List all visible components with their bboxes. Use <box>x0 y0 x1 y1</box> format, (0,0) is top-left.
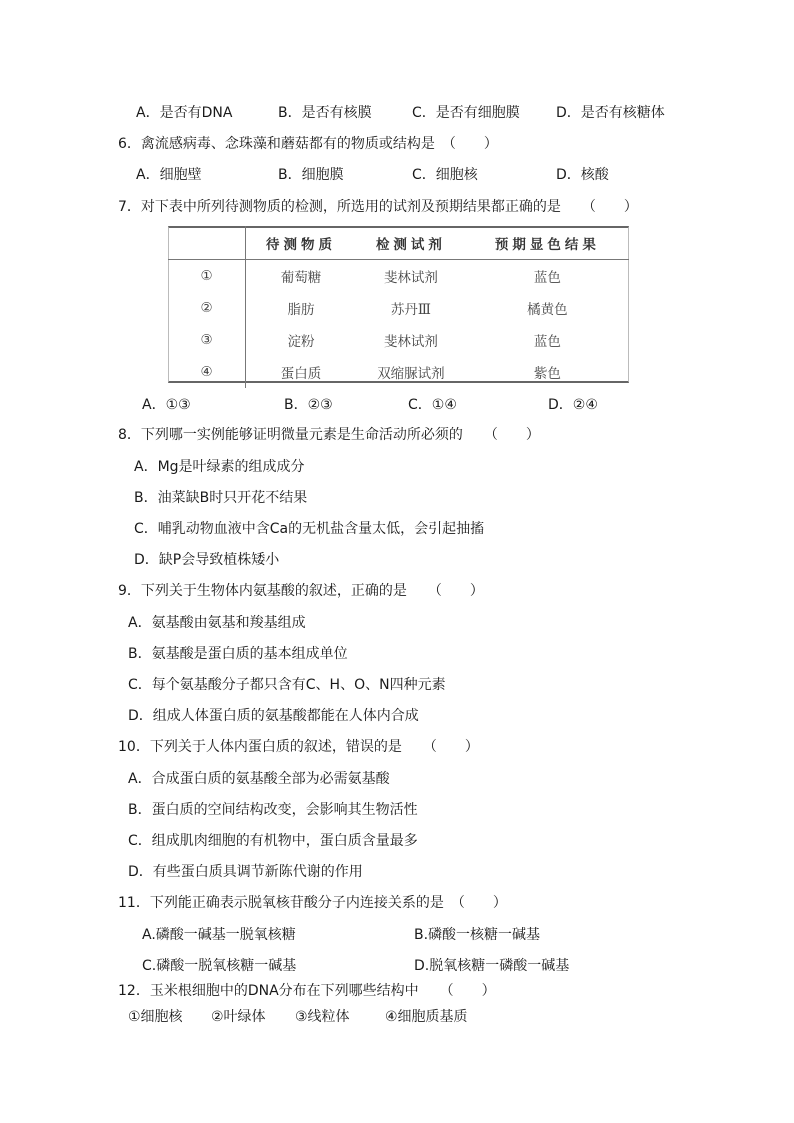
table-cell-substance: 蛋白质 <box>280 366 322 382</box>
q8-stem: 8．下列哪一实例能够证明微量元素是生命活动所必须的 （ ） <box>118 427 540 443</box>
q12-item-4: ④细胞质基质 <box>385 1009 468 1025</box>
q11-option-a: A.磷酸一碱基一脱氧核糖 <box>142 927 296 943</box>
q6-option-a: A．细胞壁 <box>136 167 202 183</box>
q12-stem: 12．玉米根细胞中的DNA分布在下列哪些结构中 （ ） <box>118 983 496 999</box>
q9-option-c: C．每个氨基酸分子都只含有C、H、O、N四种元素 <box>128 677 446 693</box>
table-row <box>168 356 629 388</box>
table-cell-index: ① <box>168 260 246 293</box>
q8-option-c: C．哺乳动物血液中含Ca的无机盐含量太低，会引起抽搐 <box>134 521 485 537</box>
table-header-result: 预期显色结果 <box>494 236 600 253</box>
q10-stem: 10．下列关于人体内蛋白质的叙述，错误的是 （ ） <box>118 739 479 755</box>
table-row <box>168 292 629 324</box>
q12-item-2: ②叶绿体 <box>211 1009 266 1025</box>
table-cell-result: 蓝色 <box>533 334 561 350</box>
q6-option-b: B．细胞膜 <box>278 167 344 183</box>
table-cell-result: 蓝色 <box>533 270 561 286</box>
table-cell-result: 紫色 <box>533 366 561 382</box>
q10-option-d: D．有些蛋白质具调节新陈代谢的作用 <box>128 864 363 880</box>
table-header-index <box>168 226 246 260</box>
q6-option-d: D．核酸 <box>556 167 609 183</box>
q8-option-b: B．油菜缺B时只开花不结果 <box>134 490 308 506</box>
table-cell-result: 橘黄色 <box>527 302 568 318</box>
table-header-reagent: 检测试剂 <box>375 236 446 253</box>
q12-item-1: ①细胞核 <box>128 1009 183 1025</box>
table-cell-reagent: 双缩脲试剂 <box>377 366 445 382</box>
table-cell-reagent: 斐林试剂 <box>383 334 438 350</box>
q9-option-b: B．氨基酸是蛋白质的基本组成单位 <box>128 646 348 662</box>
q7-options <box>142 396 598 414</box>
q8-option-d: D．缺P会导致植株矮小 <box>134 552 280 568</box>
table-row <box>168 324 629 356</box>
q6-stem: 6．禽流感病毒、念珠藻和蘑菇都有的物质或结构是 （ ） <box>118 136 498 152</box>
q10-option-b: B．蛋白质的空间结构改变，会影响其生物活性 <box>128 802 418 818</box>
q8-option-a: A．Mg是叶绿素的组成成分 <box>134 459 305 475</box>
table-cell-reagent: 斐林试剂 <box>383 270 438 286</box>
q7-option-d: D．②④ <box>548 397 598 413</box>
table-cell-index: ④ <box>168 356 246 388</box>
q9-option-a: A．氨基酸由氨基和羧基组成 <box>128 615 306 631</box>
q5-option-a: A．是否有DNA <box>136 105 233 121</box>
q7-table <box>168 226 629 388</box>
q11-option-b: B.磷酸一核糖一碱基 <box>414 927 541 943</box>
q5-options <box>136 104 665 122</box>
q6-option-c: C．细胞核 <box>412 167 478 183</box>
q5-option-b: B．是否有核膜 <box>278 105 372 121</box>
q12-items <box>128 1008 468 1026</box>
q11-option-c: C.磷酸一脱氧核糖一碱基 <box>142 958 297 974</box>
q7-option-a: A．①③ <box>142 397 191 413</box>
table-cell-substance: 葡萄糖 <box>280 270 322 286</box>
table-cell-substance: 淀粉 <box>287 334 315 350</box>
table-cell-index: ③ <box>168 324 246 356</box>
q7-stem: 7．对下表中所列待测物质的检测，所选用的试剂及预期结果都正确的是 （ ） <box>118 199 638 215</box>
table-cell-substance: 脂肪 <box>287 302 315 318</box>
q7-option-c: C．①④ <box>408 397 457 413</box>
q10-option-c: C．组成肌肉细胞的有机物中，蛋白质含量最多 <box>128 833 418 849</box>
table-cell-reagent: 苏丹Ⅲ <box>390 302 431 318</box>
q12-item-3: ③线粒体 <box>295 1009 350 1025</box>
table-header-substance: 待测物质 <box>266 236 337 253</box>
q9-option-d: D．组成人体蛋白质的氨基酸都能在人体内合成 <box>128 708 419 724</box>
q6-options <box>136 166 609 184</box>
q7-option-b: B．②③ <box>284 397 333 413</box>
table-header-row <box>168 226 629 260</box>
q11-option-d: D.脱氧核糖一磷酸一碱基 <box>414 958 570 974</box>
q10-option-a: A．合成蛋白质的氨基酸全部为必需氨基酸 <box>128 771 390 787</box>
table-cell-index: ② <box>168 292 246 324</box>
q9-stem: 9．下列关于生物体内氨基酸的叙述，正确的是 （ ） <box>118 583 484 599</box>
q11-stem: 11．下列能正确表示脱氧核苷酸分子内连接关系的是 （ ） <box>118 895 507 911</box>
q5-option-c: C．是否有细胞膜 <box>412 105 520 121</box>
q5-option-d: D．是否有核糖体 <box>556 105 665 121</box>
table-row <box>168 260 629 293</box>
